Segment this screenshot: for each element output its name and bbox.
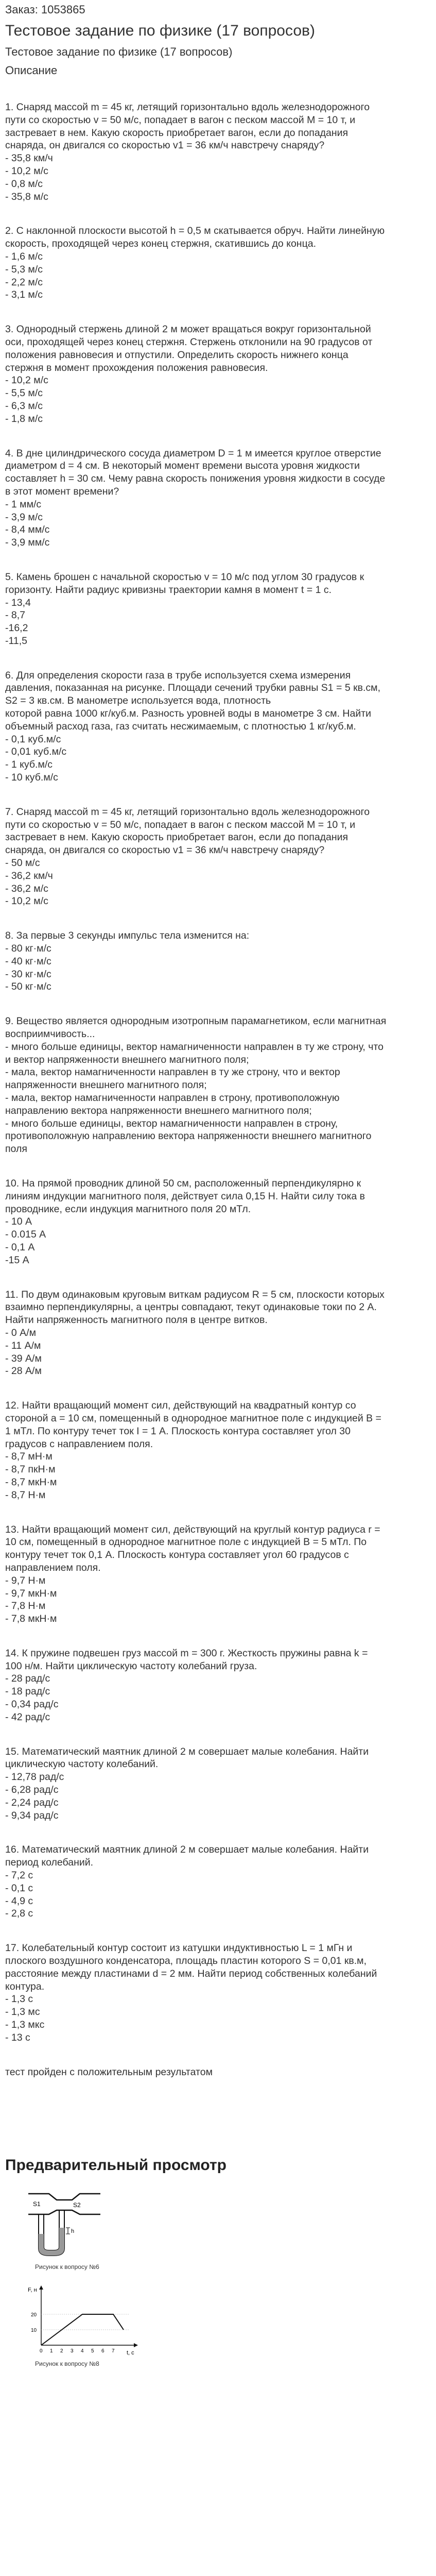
y-axis-label: F, н [28, 2287, 37, 2294]
answer-option: - 8,7 мкН·м [5, 1476, 57, 1488]
question-text: 11. По двум одинаковым круговым виткам радиусом R = 5 см, плоскости которых взаимно перпендикулярны, а центры совпадают, текут одинаковые токи по 2 А. Найти напряженность магнитного поля в центре витков. [5, 1289, 385, 1326]
answer-option: - мала, вектор намагниченности направлен в ту же строну, что и вектор напряженности внешнего магнитного поля; [5, 1066, 340, 1091]
answer-option: - 5,3 м/с [5, 263, 43, 275]
y-tick-20: 20 [31, 2312, 37, 2318]
pipe-manometer-diagram [26, 2182, 103, 2260]
question-text: 14. К пружине подвешен груз массой m = 300 г. Жесткость пружины равна k = 100 н/м. Найти циклическую частоту колебаний груза. [5, 1647, 368, 1672]
answer-option: - 42 рад/с [5, 1711, 50, 1723]
answer-option: - 2,24 рад/с [5, 1797, 59, 1808]
question-text: 5. Камень брошен с начальной скоростью v = 10 м/с под углом 30 градусов к горизонту. Найти радиус кривизны траектории камня в момент t = 1 с. [5, 571, 364, 596]
figure-q8-caption: Рисунок к вопросу №8 [35, 2360, 99, 2368]
answer-option: - 6,3 м/с [5, 400, 43, 412]
answer-option: -16,2 [5, 622, 28, 634]
answer-option: - много больше единицы, вектор намагниченности направлен в строну, противоположную направлению вектора напряженности внешнего магнитного поля [5, 1117, 372, 1155]
question-text: 13. Найти вращающий момент сил, действующий на круглый контур радиуса r = 10 см, помещенный в однородное магнитное поле с индукцией В = 5 мТл. По контуру течет ток 0,1 А. Плоскость контура составляет угол 60 градусов с направлением поля. [5, 1523, 380, 1573]
answer-option: - 36,2 м/с [5, 883, 48, 894]
x-ticks [40, 2348, 115, 2354]
force-time-graph [26, 2284, 139, 2357]
question-5 [5, 571, 431, 648]
question-text: 6. Для определения скорости газа в трубе используется схема измерения давления, показанная на рисунке. Площади сечений трубки равны S1 = 5 кв.см, S2 = 3 кв.см. В манометре используется вода, плотность которой равна 1000 кг/куб.м. Разность уровней воды в манометре 3 см. Найти объемный расход газа, газ считать несжимаемым, с плотностью 1 кг/куб.м. [5, 669, 380, 732]
x-tick-label: 3 [71, 2348, 74, 2354]
answer-option: - 0,1 куб.м/с [5, 733, 61, 745]
answer-option: - 12,78 рад/с [5, 1771, 64, 1783]
answer-option: - 40 кг·м/с [5, 955, 51, 967]
answer-option: - 9,34 рад/с [5, 1809, 59, 1821]
answer-option: - 0 А/м [5, 1327, 37, 1338]
answer-option: - 3,9 м/с [5, 511, 43, 523]
answer-option: - 8,7 мН·м [5, 1451, 53, 1463]
answer-option: - 13 с [5, 2031, 30, 2043]
question-text: 3. Однородный стержень длиной 2 м может вращаться вокруг горизонтальной оси, проходящей через конец стержня. Стержень отклонили на 90 градусов от положения равновесия и отпустили. Определить скорость нижнего конца стержня в момент прохождения положения равновесия. [5, 324, 373, 374]
answer-option: - 80 кг·м/с [5, 943, 51, 955]
question-text: 1. Снаряд массой m = 45 кг, летящий горизонтально вдоль железнодорожного пути со скоростью v = 50 м/с, попадает в вагон с песком массой М = 10 т, и застревает в нем. Какую скорость приобретает вагон, если до попадания снаряда, он двигался со скоростью v1 = 36 км/ч навстречу снаряду? [5, 101, 370, 151]
s1-label: S1 [33, 2200, 41, 2208]
answer-option: - мала, вектор намагниченности направлен в строну, противоположную направлению вектора напряженности внешнего магнитного поля; [5, 1092, 340, 1116]
answer-option: - 1 куб.м/с [5, 759, 53, 771]
answer-option: - 35,8 км/ч [5, 152, 53, 164]
x-axis-label: t, c [127, 2350, 134, 2357]
question-1 [5, 101, 431, 203]
questions-list [5, 101, 431, 2044]
s2-label: S2 [73, 2201, 81, 2209]
x-tick-label: 2 [60, 2348, 63, 2354]
answer-option: -15 А [5, 1254, 29, 1266]
answer-option: - 0.015 А [5, 1229, 46, 1241]
question-2 [5, 225, 431, 301]
x-tick-label: 4 [81, 2348, 84, 2354]
answer-option: - 1,8 м/с [5, 413, 43, 425]
answer-option: - 39 А/м [5, 1352, 42, 1364]
answer-option: - 10,2 м/с [5, 165, 48, 177]
question-11 [5, 1289, 431, 1378]
answer-option: - 2,2 м/с [5, 276, 43, 288]
answer-option: - 8,7 [5, 609, 26, 621]
answer-option: - 10,2 м/с [5, 895, 48, 907]
answer-option: - 8,4 мм/с [5, 524, 50, 536]
order-number: Заказ: 1053865 [5, 3, 85, 16]
answer-option: - 0,1 А [5, 1241, 35, 1253]
answer-option: - 3,9 мм/с [5, 537, 50, 549]
page-title: Тестовое задание по физике (17 вопросов) [5, 22, 315, 39]
answer-option: - 10 А [5, 1216, 32, 1228]
answer-option: - 28 рад/с [5, 1673, 50, 1685]
question-text: 16. Математический маятник длиной 2 м совершает малые колебания. Найти период колебаний. [5, 1844, 369, 1869]
x-tick-label: 6 [101, 2348, 104, 2354]
question-3 [5, 323, 431, 425]
answer-option: - 8,7 пкН·м [5, 1464, 56, 1476]
question-12 [5, 1399, 431, 1501]
question-14 [5, 1647, 431, 1724]
answer-option: - 36,2 км/ч [5, 870, 53, 882]
question-10 [5, 1177, 431, 1267]
answer-option: - 1 мм/с [5, 498, 42, 510]
answer-option: - 3,1 м/с [5, 289, 43, 301]
answer-option: - 18 рад/с [5, 1686, 50, 1698]
figure-q6-caption: Рисунок к вопросу №6 [35, 2263, 99, 2271]
question-15 [5, 1745, 431, 1822]
answer-option: - 10,2 м/с [5, 375, 48, 386]
answer-option: - 1,3 мкс [5, 2019, 45, 2031]
answer-option: - 7,8 мкН·м [5, 1613, 57, 1625]
question-text: 17. Колебательный контур состоит из катушки индуктивностью L = 1 мГн и плоского воздушного конденсатора, площадь пластин которого S = 0,01 кв.м, расстояние между пластинами d = 2 мм. Найти период собственных колебаний контура. [5, 1942, 377, 1992]
question-9 [5, 1015, 431, 1156]
answer-option: - 1,3 мс [5, 2006, 40, 2018]
answer-option: - 50 кг·м/с [5, 981, 51, 993]
question-text: 8. За первые 3 секунды импульс тела изменится на: [5, 930, 250, 942]
answer-option: - 28 А/м [5, 1365, 42, 1377]
question-text: 10. На прямой проводник длиной 50 см, расположенный перпендикулярно к линиям индукции магнитного поля, действует сила 0,15 Н. Найти силу тока в проводнике, если индукция магнитного поля 20 мТл. [5, 1177, 365, 1215]
question-text: 15. Математический маятник длиной 2 м совершает малые колебания. Найти циклическую частоту колебаний. [5, 1745, 369, 1770]
answer-option: -11,5 [5, 635, 27, 647]
answer-option: - 5,5 м/с [5, 387, 43, 399]
answer-option: - 35,8 м/с [5, 191, 48, 202]
answer-option: - 8,7 Н·м [5, 1489, 46, 1501]
answer-option: - 6,28 рад/с [5, 1784, 59, 1796]
question-text: 2. С наклонной плоскости высотой h = 0,5 м скатывается обруч. Найти линейную скорость, проходящей через конец стержня, скатившись до конца. [5, 225, 385, 250]
question-16 [5, 1843, 431, 1920]
answer-option: - 2,8 с [5, 1908, 33, 1920]
question-text: 7. Снаряд массой m = 45 кг, летящий горизонтально вдоль железнодорожного пути со скоростью v = 50 м/с, попадает в вагон с песком массой М = 10 т, и застревает в нем. Какую скорость приобретает вагон, если до попадания снаряда, он двигался со скоростью v1 = 36 км/ч навстречу снаряду? [5, 806, 370, 856]
result-text: тест пройден с положительным результатом [5, 2066, 213, 2078]
answer-option: - 11 А/м [5, 1340, 41, 1351]
y-tick-10: 10 [31, 2328, 37, 2334]
question-17 [5, 1942, 431, 2044]
description-label: Описание [5, 64, 58, 77]
answer-option: - 0,01 куб.м/с [5, 746, 67, 758]
question-text: 9. Вещество является однородным изотропным парамагнетиком, если магнитная восприимчивость... [5, 1015, 387, 1040]
answer-option: - 0,34 рад/с [5, 1699, 59, 1710]
question-13 [5, 1523, 431, 1625]
question-7 [5, 806, 431, 908]
preview-title: Предварительный просмотр [5, 2157, 226, 2174]
answer-option: - 1,3 с [5, 1993, 33, 2005]
answer-option: - 30 кг·м/с [5, 968, 51, 980]
description-body [5, 101, 431, 2078]
question-6 [5, 669, 431, 784]
answer-option: - 7,2 с [5, 1870, 33, 1882]
answer-option: - 4,9 с [5, 1895, 33, 1907]
answer-option: - 9,7 Н·м [5, 1574, 46, 1586]
x-tick-label: 0 [40, 2348, 43, 2354]
figure-q8 [26, 2284, 431, 2368]
question-text: 4. В дне цилиндрического сосуда диаметром D = 1 м имеется круглое отверстие диаметром d = 4 см. В некоторый момент времени высота уровня жидкости составляет h = 30 см. Чему равна скорость понижения уровня жидкости в сосуде в этот момент времени? [5, 447, 386, 497]
x-tick-label: 7 [112, 2348, 115, 2354]
answer-option: - 7,8 Н·м [5, 1600, 46, 1612]
preview-section [5, 2156, 431, 2368]
answer-option: - 9,7 мкН·м [5, 1587, 57, 1599]
question-8 [5, 929, 431, 993]
answer-option: - много больше единицы, вектор намагниченности направлен в ту же строну, что и вектор напряженности внешнего магнитного поля; [5, 1041, 383, 1065]
question-text: 12. Найти вращающий момент сил, действующий на квадратный контур со стороной а = 10 см, помещенный в однородное магнитное поле с индукцией В = 1 мТл. По контуру течет ток I = 1 А. Плоскость контура составляет угол 30 градусов с направлением поля. [5, 1400, 381, 1450]
question-4 [5, 447, 431, 549]
answer-option: - 13,4 [5, 597, 31, 608]
x-tick-label: 5 [91, 2348, 94, 2354]
figure-q6 [26, 2182, 431, 2271]
answer-option: - 0,8 м/с [5, 178, 43, 190]
answer-option: - 0,1 с [5, 1882, 33, 1894]
answer-option: - 10 куб.м/с [5, 772, 58, 784]
x-tick-label: 1 [50, 2348, 53, 2354]
h-label: h [71, 2228, 75, 2235]
test-subtitle: Тестовое задание по физике (17 вопросов) [5, 45, 233, 58]
answer-option: - 50 м/с [5, 857, 40, 869]
answer-option: - 1,6 м/с [5, 250, 43, 262]
